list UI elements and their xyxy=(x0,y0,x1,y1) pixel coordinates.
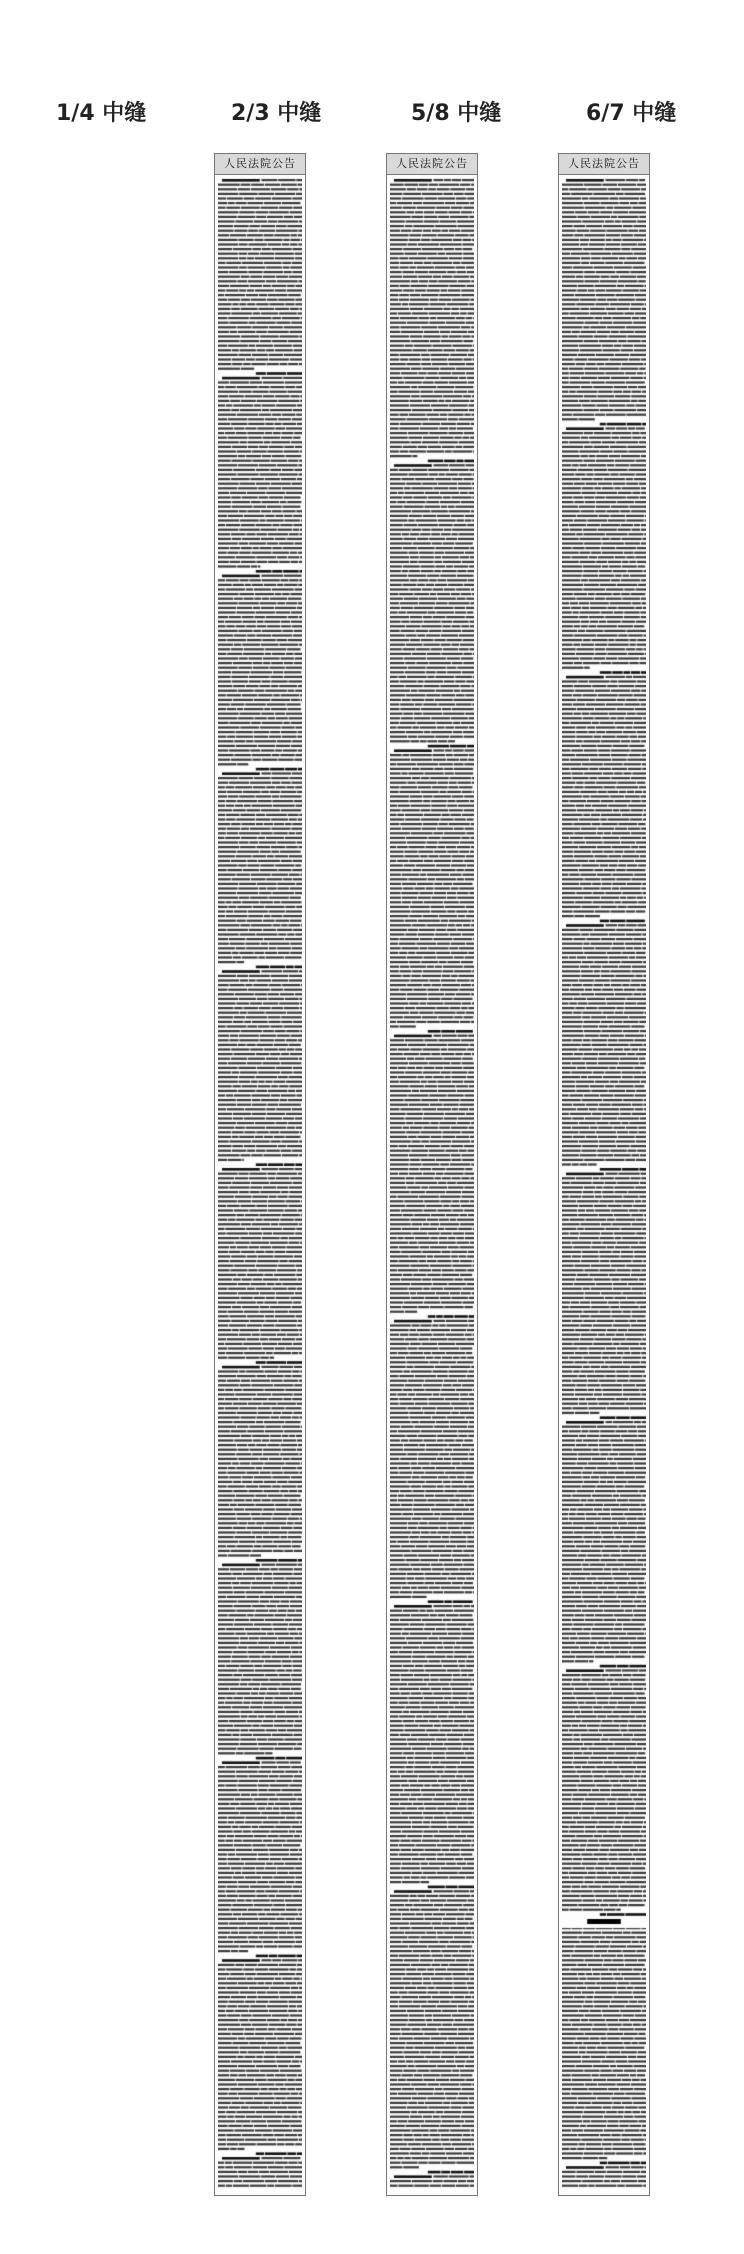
notice-text-lines xyxy=(218,178,302,2191)
notice-text-body xyxy=(390,178,474,2191)
notice-text-lines xyxy=(390,178,474,2191)
notice-text-lines xyxy=(562,178,646,2191)
layout-label-2-3: 2/3 中缝 xyxy=(231,101,322,126)
notice-text-body xyxy=(562,178,646,2191)
notice-column-6-7 xyxy=(558,153,650,2196)
notice-text-body xyxy=(218,178,302,2191)
layout-label-6-7: 6/7 中缝 xyxy=(586,101,677,126)
notice-column-5-8 xyxy=(386,153,478,2196)
column-header: 人民法院公告 xyxy=(215,154,305,175)
layout-label-1-4: 1/4 中缝 xyxy=(56,101,147,126)
notice-column-2-3 xyxy=(214,153,306,2196)
layout-label-5-8: 5/8 中缝 xyxy=(411,101,502,126)
column-header: 人民法院公告 xyxy=(559,154,649,175)
column-header: 人民法院公告 xyxy=(387,154,477,175)
